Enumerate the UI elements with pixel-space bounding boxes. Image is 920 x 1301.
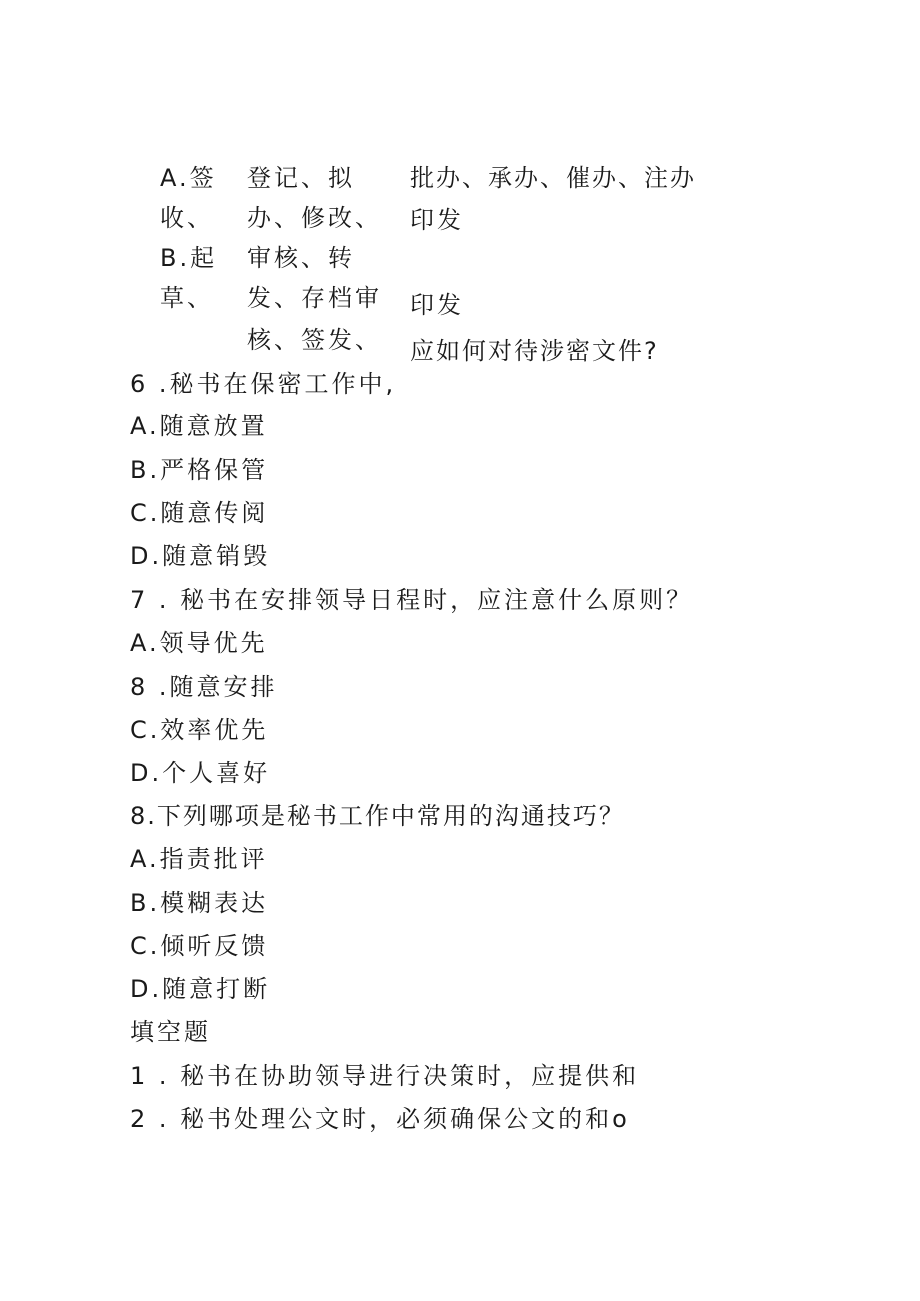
table-cell-text: 核、签发、 [247, 326, 382, 354]
question-8-option-a: A.指责批评 [130, 845, 268, 873]
question-6-stem: 6 .秘书在保密工作中, [130, 370, 397, 398]
question-7-stem: 7 . 秘书在安排领导日程时，应注意什么原则？ [130, 586, 694, 614]
question-7-option-d: D.个人喜好 [130, 759, 271, 787]
question-7-option-c: C.效率优先 [130, 716, 269, 744]
table-cell-text: 发、存档审 [247, 284, 382, 312]
fill-blank-item-2: 2 . 秘书处理公文时，必须确保公文的和o [130, 1105, 630, 1133]
table-cell-text: 印发 [410, 206, 464, 234]
table-cell-text: 批办、承办、催办、注办 [410, 164, 696, 192]
question-6-option-b: B.严格保管 [130, 456, 269, 484]
question-8-option-c: C.倾听反馈 [130, 932, 269, 960]
table-cell-text: B.起 [160, 244, 218, 272]
question-6-option-d: D.随意销毁 [130, 542, 271, 570]
question-8-option-d: D.随意打断 [130, 975, 271, 1003]
question-6-option-c: C.随意传阅 [130, 499, 269, 527]
question-7-option-b: 8 .随意安排 [130, 673, 278, 701]
question-7-option-a: A.领导优先 [130, 629, 268, 657]
section-heading: 填空题 [130, 1018, 211, 1046]
question-8-option-b: B.模糊表达 [130, 889, 269, 917]
table-cell-text: 收、 [160, 204, 214, 232]
table-cell-text: 审核、转 [247, 244, 355, 272]
question-6-option-a: A.随意放置 [130, 412, 268, 440]
question-8-stem: 8.下列哪项是秘书工作中常用的沟通技巧？ [130, 802, 625, 830]
table-cell-text: 印发 [410, 291, 464, 319]
fill-blank-item-1: 1 . 秘书在协助领导进行决策时，应提供和 [130, 1062, 640, 1090]
table-cell-text: 办、修改、 [247, 204, 382, 232]
table-cell-text: A.签 [160, 164, 217, 192]
table-cell-text: 草、 [160, 284, 214, 312]
question-6-stem-tail: 应如何对待涉密文件? [410, 337, 659, 365]
table-cell-text: 登记、拟 [247, 164, 355, 192]
